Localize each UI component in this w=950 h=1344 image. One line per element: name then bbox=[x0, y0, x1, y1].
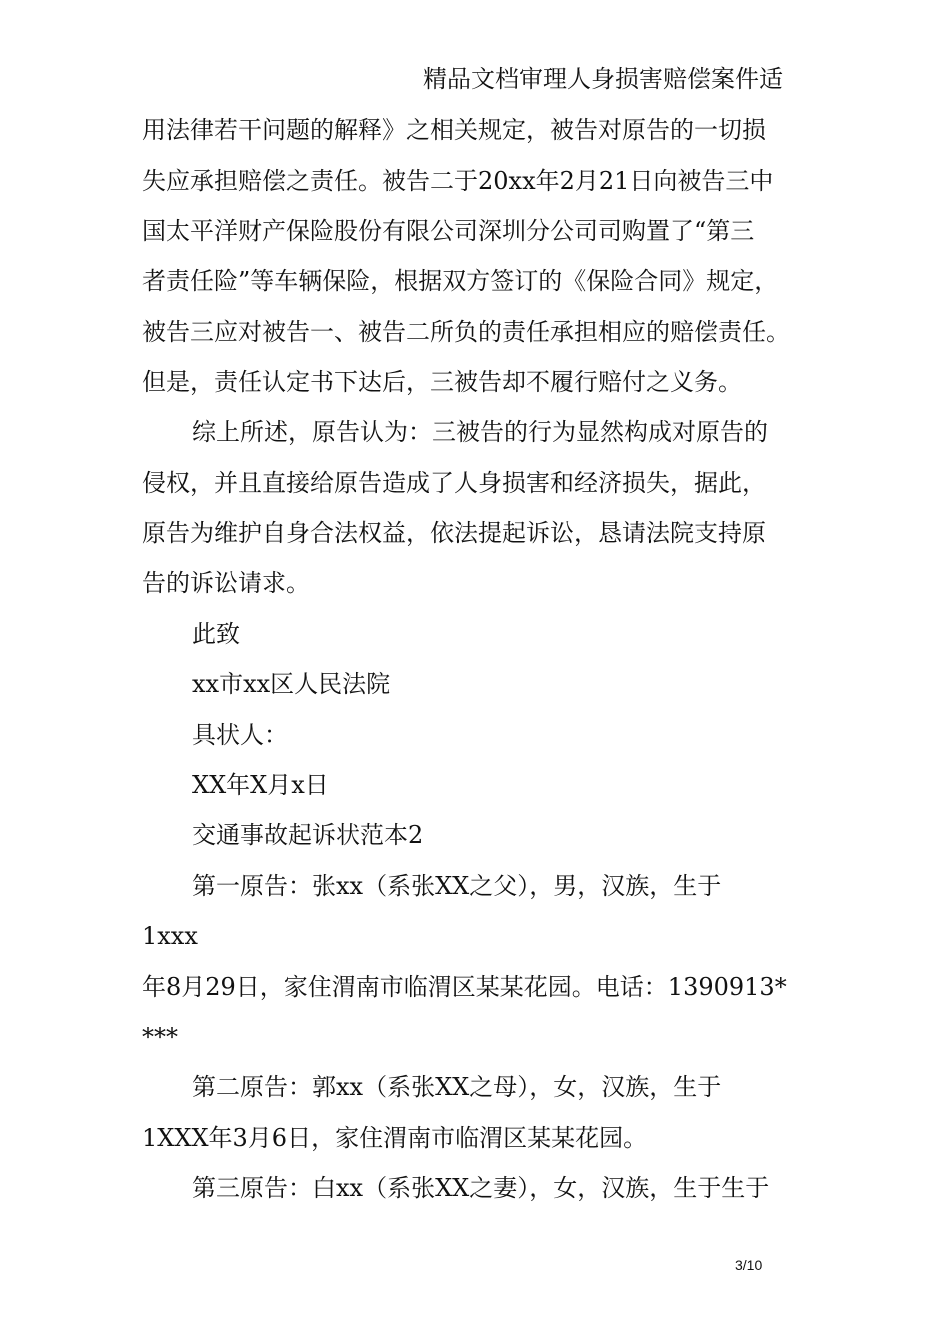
body-line: 第一原告：张xx（系张XX之父），男，汉族，生于 bbox=[192, 872, 722, 900]
header-title-line: 精品文档审理人身损害赔偿案件适 bbox=[423, 65, 783, 93]
body-line: 第三原告：白xx（系张XX之妻），女，汉族，生于生于 bbox=[192, 1174, 770, 1202]
body-line: 失应承担赔偿之责任。被告二于20xx年2月21日向被告三中 bbox=[142, 167, 774, 195]
body-line: 者责任险”等车辆保险，根据双方签订的《保险合同》规定， bbox=[142, 267, 779, 295]
body-line: 用法律若干问题的解释》之相关规定，被告对原告的一切损 bbox=[142, 116, 766, 144]
body-line: 但是，责任认定书下达后，三被告却不履行赔付之义务。 bbox=[142, 368, 742, 396]
body-line: 1XXX年3月6日，家住渭南市临渭区某某花园。 bbox=[142, 1124, 648, 1152]
body-line: 综上所述，原告认为：三被告的行为显然构成对原告的 bbox=[192, 418, 768, 446]
body-line: 告的诉讼请求。 bbox=[142, 569, 310, 597]
page-number: 3/10 bbox=[735, 1257, 763, 1273]
body-line: 原告为维护自身合法权益，依法提起诉讼，恳请法院支持原 bbox=[142, 519, 766, 547]
court-name-line: xx市xx区人民法院 bbox=[192, 670, 391, 698]
salutation-line: 此致 bbox=[192, 620, 240, 648]
section-title-line: 交通事故起诉状范本2 bbox=[192, 821, 424, 849]
body-line: 侵权，并且直接给原告造成了人身损害和经济损失，据此， bbox=[142, 469, 766, 497]
body-line: 年8月29日，家住渭南市临渭区某某花园。电话：1390913* bbox=[142, 973, 787, 1001]
body-line: 第二原告：郭xx（系张XX之母），女，汉族，生于 bbox=[192, 1073, 722, 1101]
date-line: XX年X月x日 bbox=[192, 771, 329, 799]
signer-line: 具状人： bbox=[192, 721, 288, 749]
body-line: *** bbox=[142, 1023, 178, 1051]
body-line: 1xxx bbox=[142, 922, 198, 950]
body-line: 国太平洋财产保险股份有限公司深圳分公司司购置了“第三 bbox=[142, 217, 755, 245]
body-line: 被告三应对被告一、被告二所负的责任承担相应的赔偿责任。 bbox=[142, 318, 790, 346]
